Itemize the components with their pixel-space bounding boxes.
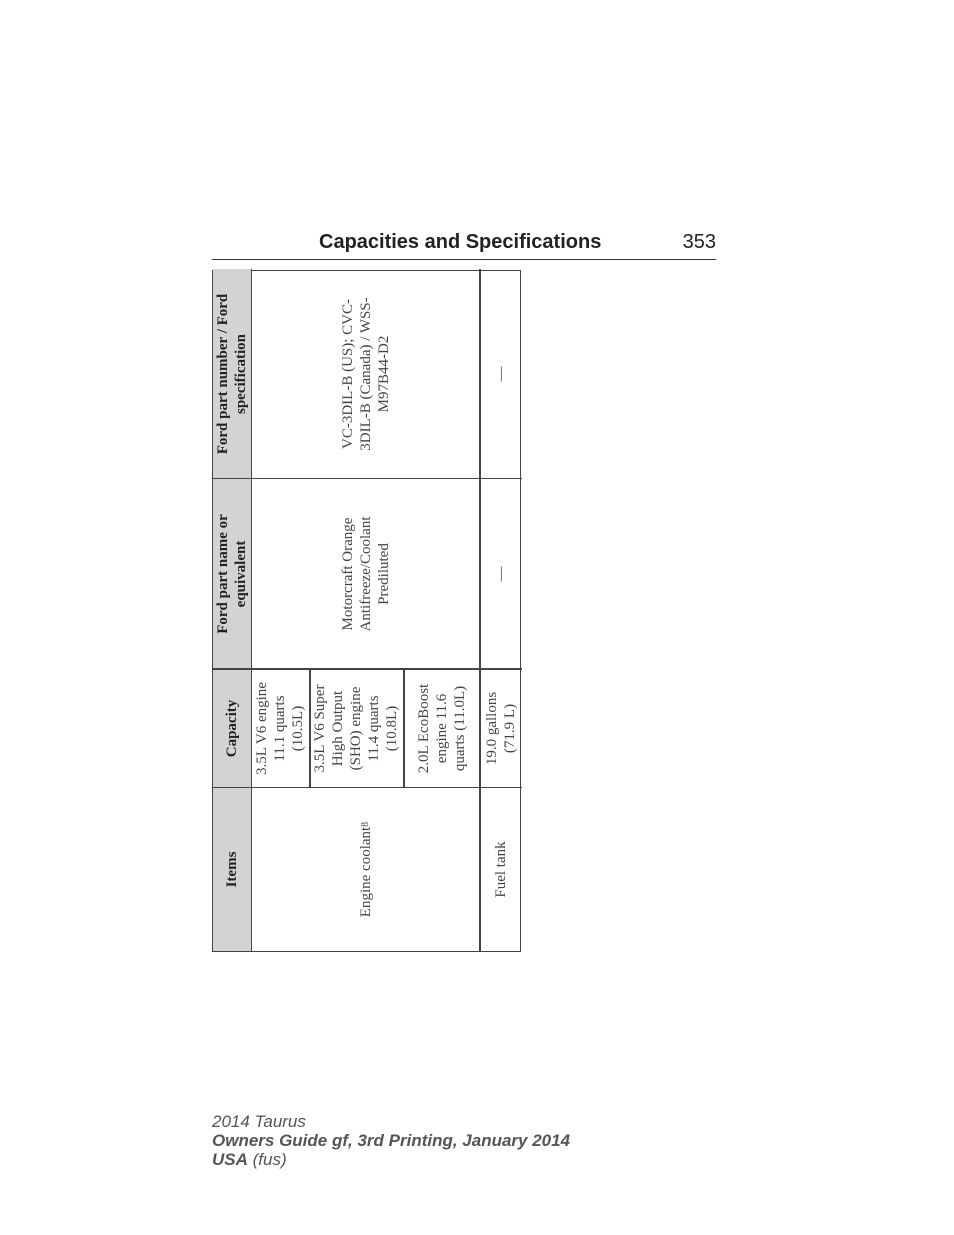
page-header xyxy=(212,228,716,260)
capacity-fuel-tank: 19.0 gallons (71.9 L) xyxy=(484,691,518,766)
footer-region xyxy=(212,1150,570,1169)
grid-line xyxy=(213,668,522,670)
footer-region-main: USA xyxy=(212,1150,248,1169)
grid-line xyxy=(213,787,522,788)
section-title: Capacities and Specifications xyxy=(319,231,602,253)
header-capacity: Capacity xyxy=(213,669,251,788)
page-footer xyxy=(212,1112,570,1169)
cell-engine-coolant xyxy=(251,788,480,951)
footer-region-sub: (fus) xyxy=(252,1150,287,1169)
grid-line xyxy=(479,269,481,951)
page-number: 353 xyxy=(682,231,716,253)
specifications-table xyxy=(212,270,521,952)
grid-line xyxy=(403,669,405,788)
capacity-3-5l-sho: 3.5L V6 Super High Output (SHO) engine 11.4 quarts (10.8L) xyxy=(312,684,400,773)
footnote-marker: 8 xyxy=(359,821,371,827)
capacity-3-5l: 3.5L V6 engine 11.1 quarts (10.5L) xyxy=(254,682,306,775)
header-items: Items xyxy=(213,788,251,951)
grid-line xyxy=(309,669,311,788)
header-part-number: Ford part number / Ford specification xyxy=(213,269,251,479)
fuel-part-number: — xyxy=(493,366,509,382)
capacity-2-0l-ecoboost: 2.0L EcoBoost engine 11.6 quarts (11.0L) xyxy=(415,683,468,774)
footer-guide: Owners Guide gf, 3rd Printing, January 2014 xyxy=(212,1131,571,1150)
grid-line xyxy=(251,269,252,951)
fuel-part-name: — xyxy=(493,566,509,582)
item-engine-coolant: Engine coolant xyxy=(357,826,374,918)
header-part-name: Ford part name or equivalent xyxy=(213,479,251,669)
specifications-table-wrapper xyxy=(212,270,521,952)
grid-line xyxy=(213,478,522,479)
footer-model: 2014 Taurus xyxy=(212,1112,306,1131)
coolant-part-name: Motorcraft Orange Antifreeze/Coolant Prediluted xyxy=(339,516,392,632)
coolant-part-number: VC-3DIL-B (US); CVC-3DIL-B (Canada) / WSS-M97B44-D2 xyxy=(339,297,392,451)
item-fuel-tank: Fuel tank xyxy=(493,841,509,898)
header-rule xyxy=(212,259,716,260)
